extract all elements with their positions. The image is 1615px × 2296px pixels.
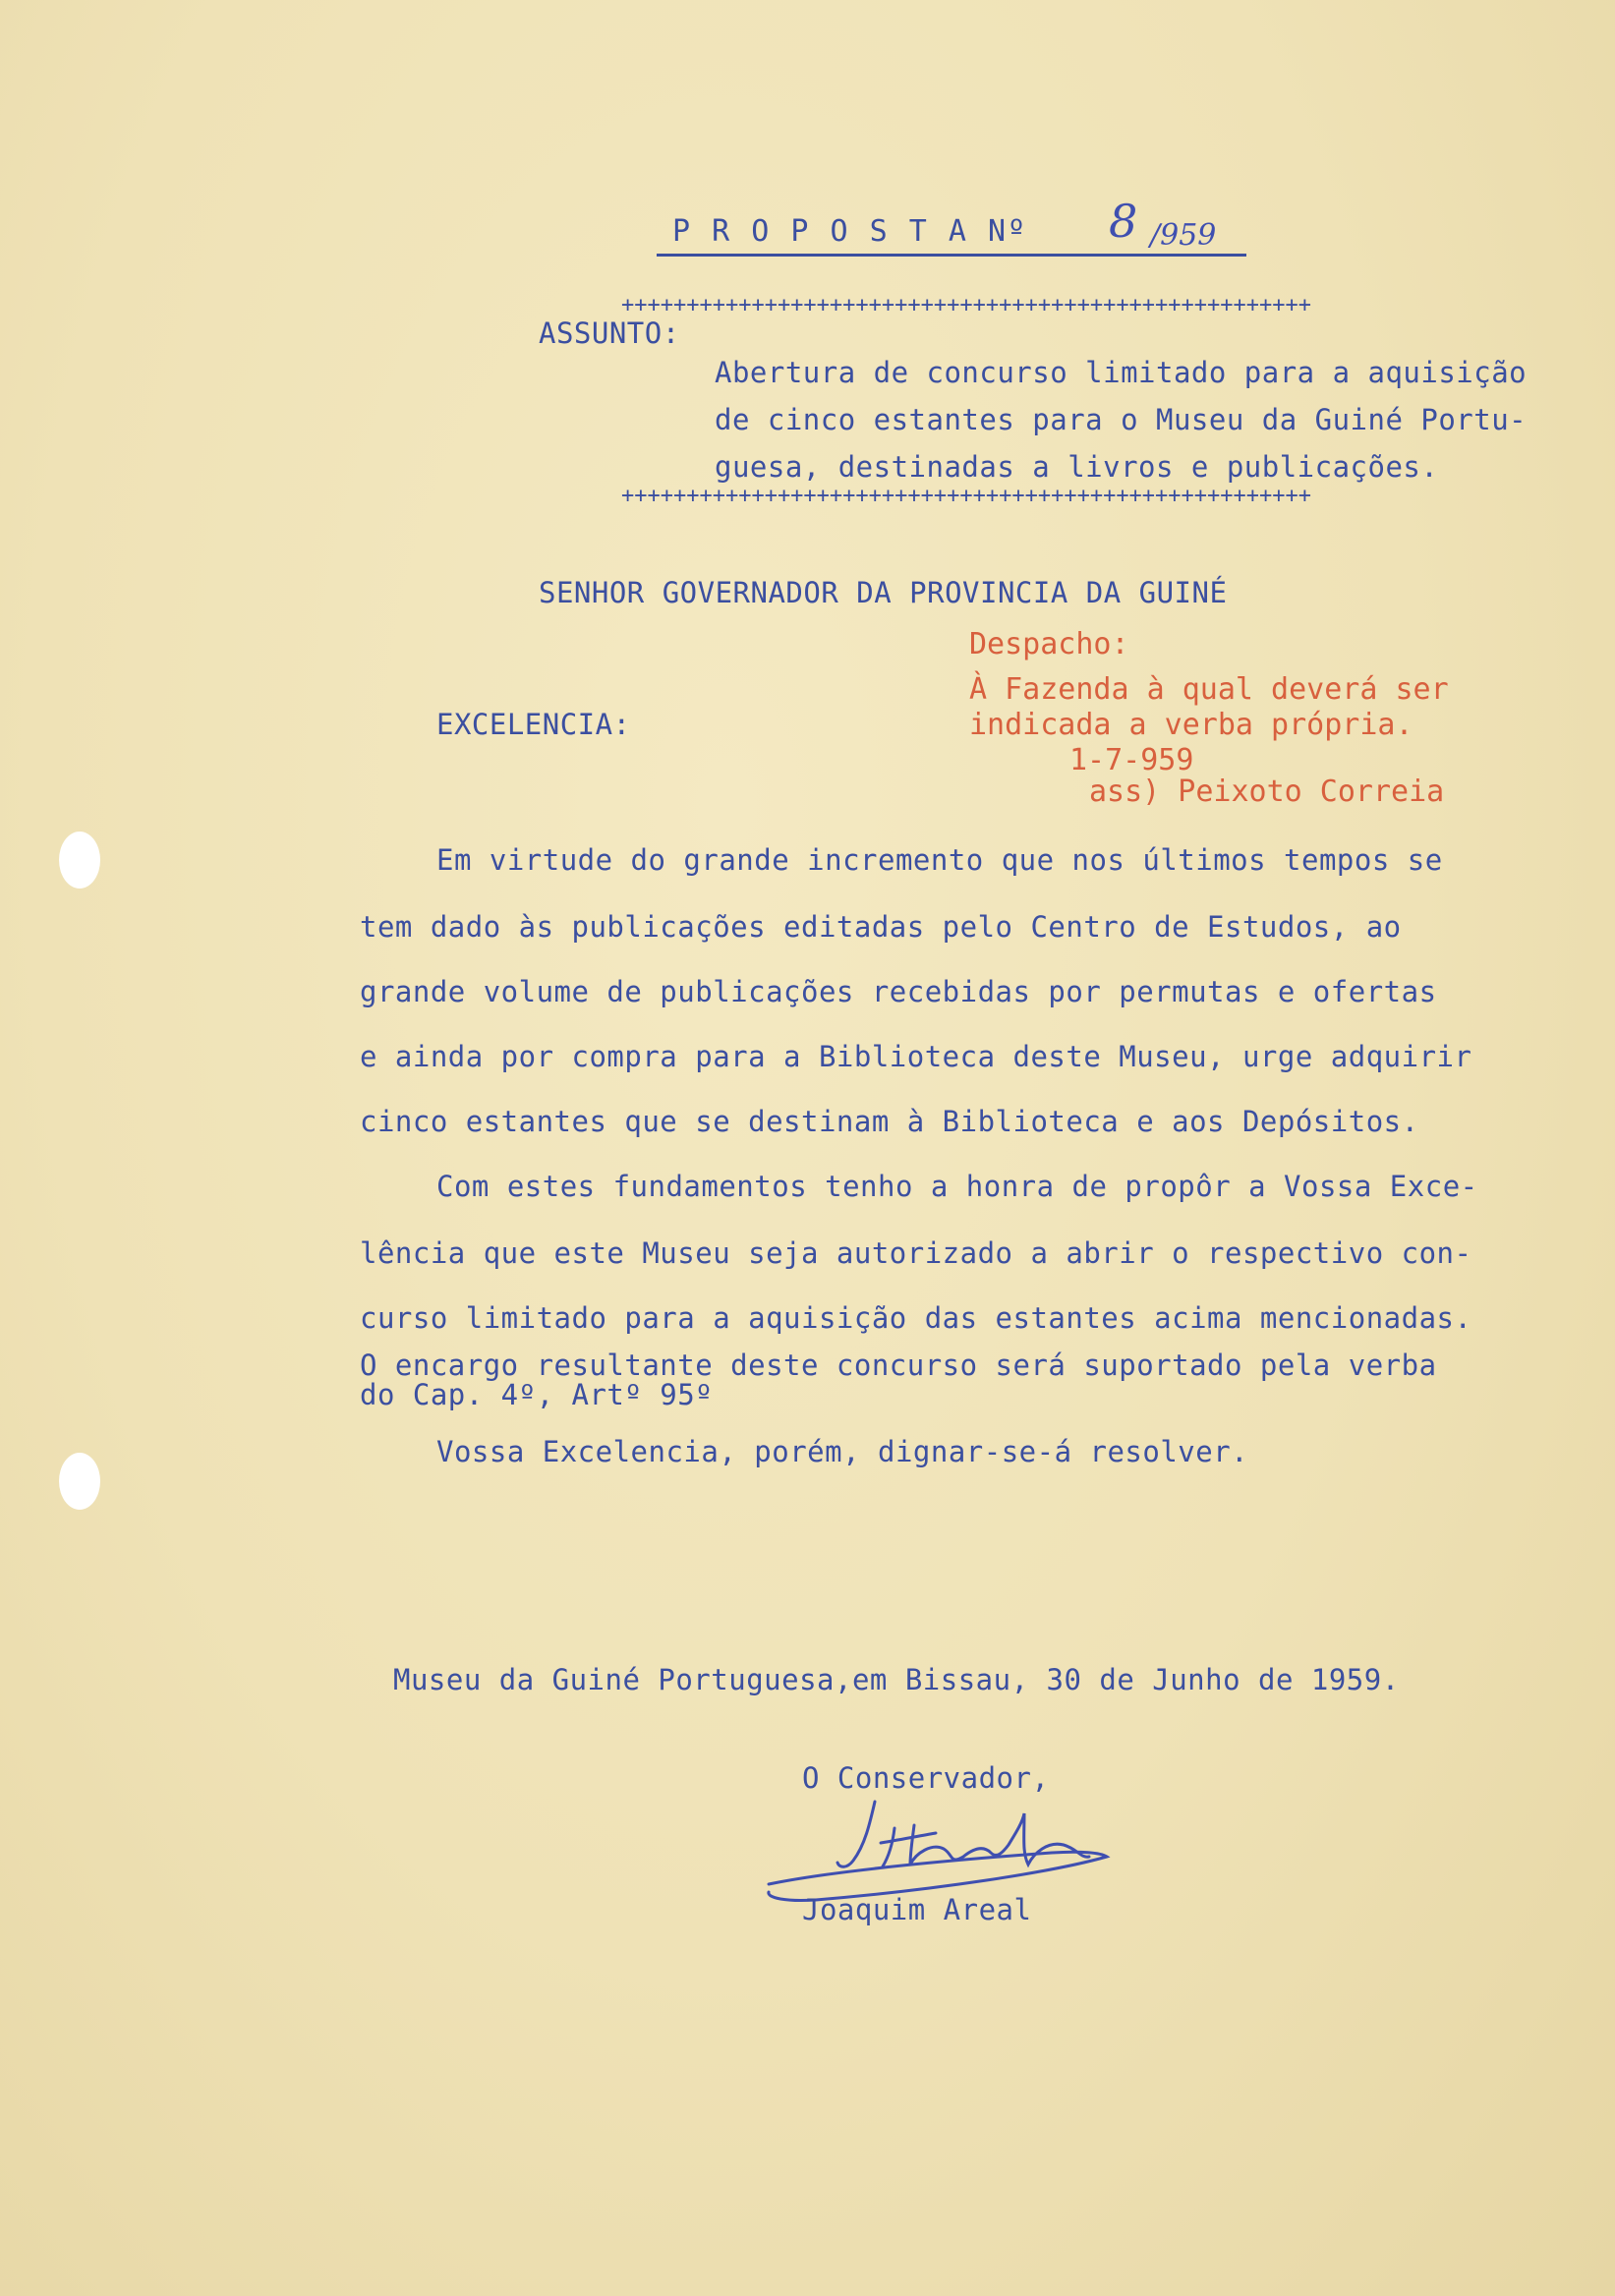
assunto-line: Abertura de concurso limitado para a aquisição bbox=[715, 356, 1528, 389]
despacho-date: 1-7-959 bbox=[1069, 743, 1194, 777]
body-line: do Cap. 4º, Artº 95º bbox=[360, 1378, 714, 1411]
proposal-title: P R O P O S T A Nº bbox=[672, 214, 1028, 249]
body-line: grande volume de publicações recebidas por permutas e ofertas bbox=[360, 975, 1437, 1008]
handwritten-proposal-number: 8 bbox=[1109, 195, 1138, 248]
signer-name: Joaquim Areal bbox=[802, 1893, 1032, 1926]
signer-role: O Conservador, bbox=[802, 1761, 1050, 1795]
handwritten-proposal-year: /959 bbox=[1150, 218, 1217, 253]
body-line: e ainda por compra para a Biblioteca deste Museu, urge adquirir bbox=[360, 1040, 1472, 1073]
title-underline bbox=[657, 254, 1246, 257]
punch-hole bbox=[59, 832, 100, 889]
body-line: lência que este Museu seja autorizado a abrir o respectivo con- bbox=[360, 1236, 1472, 1270]
despacho-line: indicada a verba própria. bbox=[969, 708, 1413, 742]
body-line: Com estes fundamentos tenho a honra de propôr a Vossa Exce- bbox=[436, 1170, 1478, 1203]
assunto-line: de cinco estantes para o Museu da Guiné Portu- bbox=[715, 403, 1528, 436]
assunto-label: ASSUNTO: bbox=[539, 316, 680, 350]
salutation: EXCELENCIA: bbox=[436, 708, 631, 741]
place-date: Museu da Guiné Portuguesa,em Bissau, 30 de Junho de 1959. bbox=[393, 1663, 1400, 1696]
separator-bottom: +++++++++++++++++++++++++++++++++++++++++++++++++++++ bbox=[621, 484, 1311, 508]
body-line: curso limitado para a aquisição das estantes acima mencionadas. bbox=[360, 1301, 1472, 1335]
despacho-signature: ass) Peixoto Correia bbox=[1089, 775, 1445, 809]
separator-top: +++++++++++++++++++++++++++++++++++++++++++++++++++++ bbox=[621, 293, 1311, 317]
punch-hole bbox=[59, 1453, 100, 1510]
assunto-line: guesa, destinadas a livros e publicações. bbox=[715, 450, 1439, 484]
body-line: Em virtude do grande incremento que nos últimos tempos se bbox=[436, 843, 1443, 877]
body-line: tem dado às publicações editadas pelo Centro de Estudos, ao bbox=[360, 910, 1402, 944]
despacho-label: Despacho: bbox=[969, 627, 1129, 661]
body-line: cinco estantes que se destinam à Biblioteca e aos Depósitos. bbox=[360, 1105, 1419, 1138]
body-line: O encargo resultante deste concurso será suportado pela verba bbox=[360, 1349, 1437, 1382]
despacho-line: À Fazenda à qual deverá ser bbox=[969, 672, 1449, 707]
body-line: Vossa Excelencia, porém, dignar-se-á resolver. bbox=[436, 1435, 1249, 1468]
addressee: SENHOR GOVERNADOR DA PROVINCIA DA GUINÉ bbox=[539, 576, 1228, 609]
